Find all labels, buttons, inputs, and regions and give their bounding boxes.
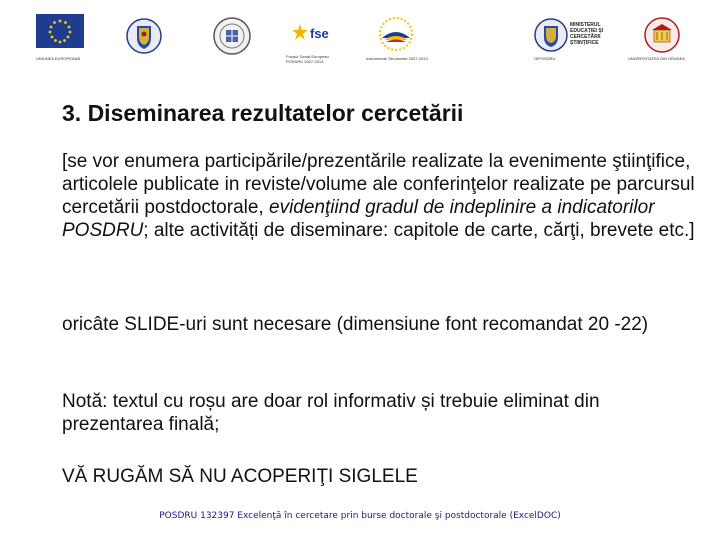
- instructions-text-part1: [se vor enumera participările/prezentările realizate la evenimente ştiinţifice, articolele publicate in reviste/volume ale conferinţelor realizate pe parcursul cercetării postdoctorale,: [62, 151, 695, 218]
- fse-logo-caption: Fondul Social European POSDRU 2007-2013: [286, 54, 329, 64]
- instructions-emphasis: evidenţiind gradul de indeplinire a indicatorilor POSDRU: [62, 197, 655, 241]
- eu-flag-logo: [36, 14, 84, 48]
- university-logo: [642, 16, 682, 54]
- logo-bar: [30, 14, 696, 70]
- dissemination-instructions: [62, 150, 702, 242]
- structural-instruments-caption: Instrumente Structurale 2007-2013: [366, 56, 428, 61]
- footer-project-text: POSDRU 132397 Excelenţă în cercetare prin burse doctorale şi postdoctorale (ExcelDOC): [159, 511, 561, 521]
- oiposdru-caption: OIPOSDRU: [534, 56, 556, 61]
- svg-text:fse: fse: [310, 26, 329, 41]
- logo-warning: VĂ RUGĂM SĂ NU ACOPERIŢI SIGLELE: [62, 466, 418, 487]
- romanian-coat-of-arms-logo: [126, 16, 162, 56]
- slide-title: 3. Diseminarea rezultatelor cercetării: [62, 100, 464, 126]
- instructions-text-part2: ; alte activități de diseminare: capitole de carte, cărţi, brevete etc.]: [143, 220, 695, 241]
- eu-logo-caption: UNIUNEA EUROPEANĂ: [36, 56, 81, 61]
- slides-note: oricâte SLIDE-uri sunt necesare (dimensiune font recomandat 20 -22): [62, 314, 649, 335]
- university-caption: UNIVERSITATEA DIN ORADEA: [628, 56, 685, 61]
- ministry-name-logo: [570, 22, 620, 46]
- ministry-crest-logo: [534, 16, 568, 54]
- red-text-note: Notă: textul cu roșu are doar rol informativ și trebuie eliminat din prezentarea finală;: [62, 391, 600, 435]
- structural-instruments-logo: [372, 16, 420, 52]
- university-seal-logo: [212, 16, 252, 56]
- ministry-name-text: MINISTERUL EDUCAȚIEI ȘI CERCETĂRII ȘTIINȚIFICE: [570, 22, 604, 46]
- fse-logo: [292, 18, 336, 48]
